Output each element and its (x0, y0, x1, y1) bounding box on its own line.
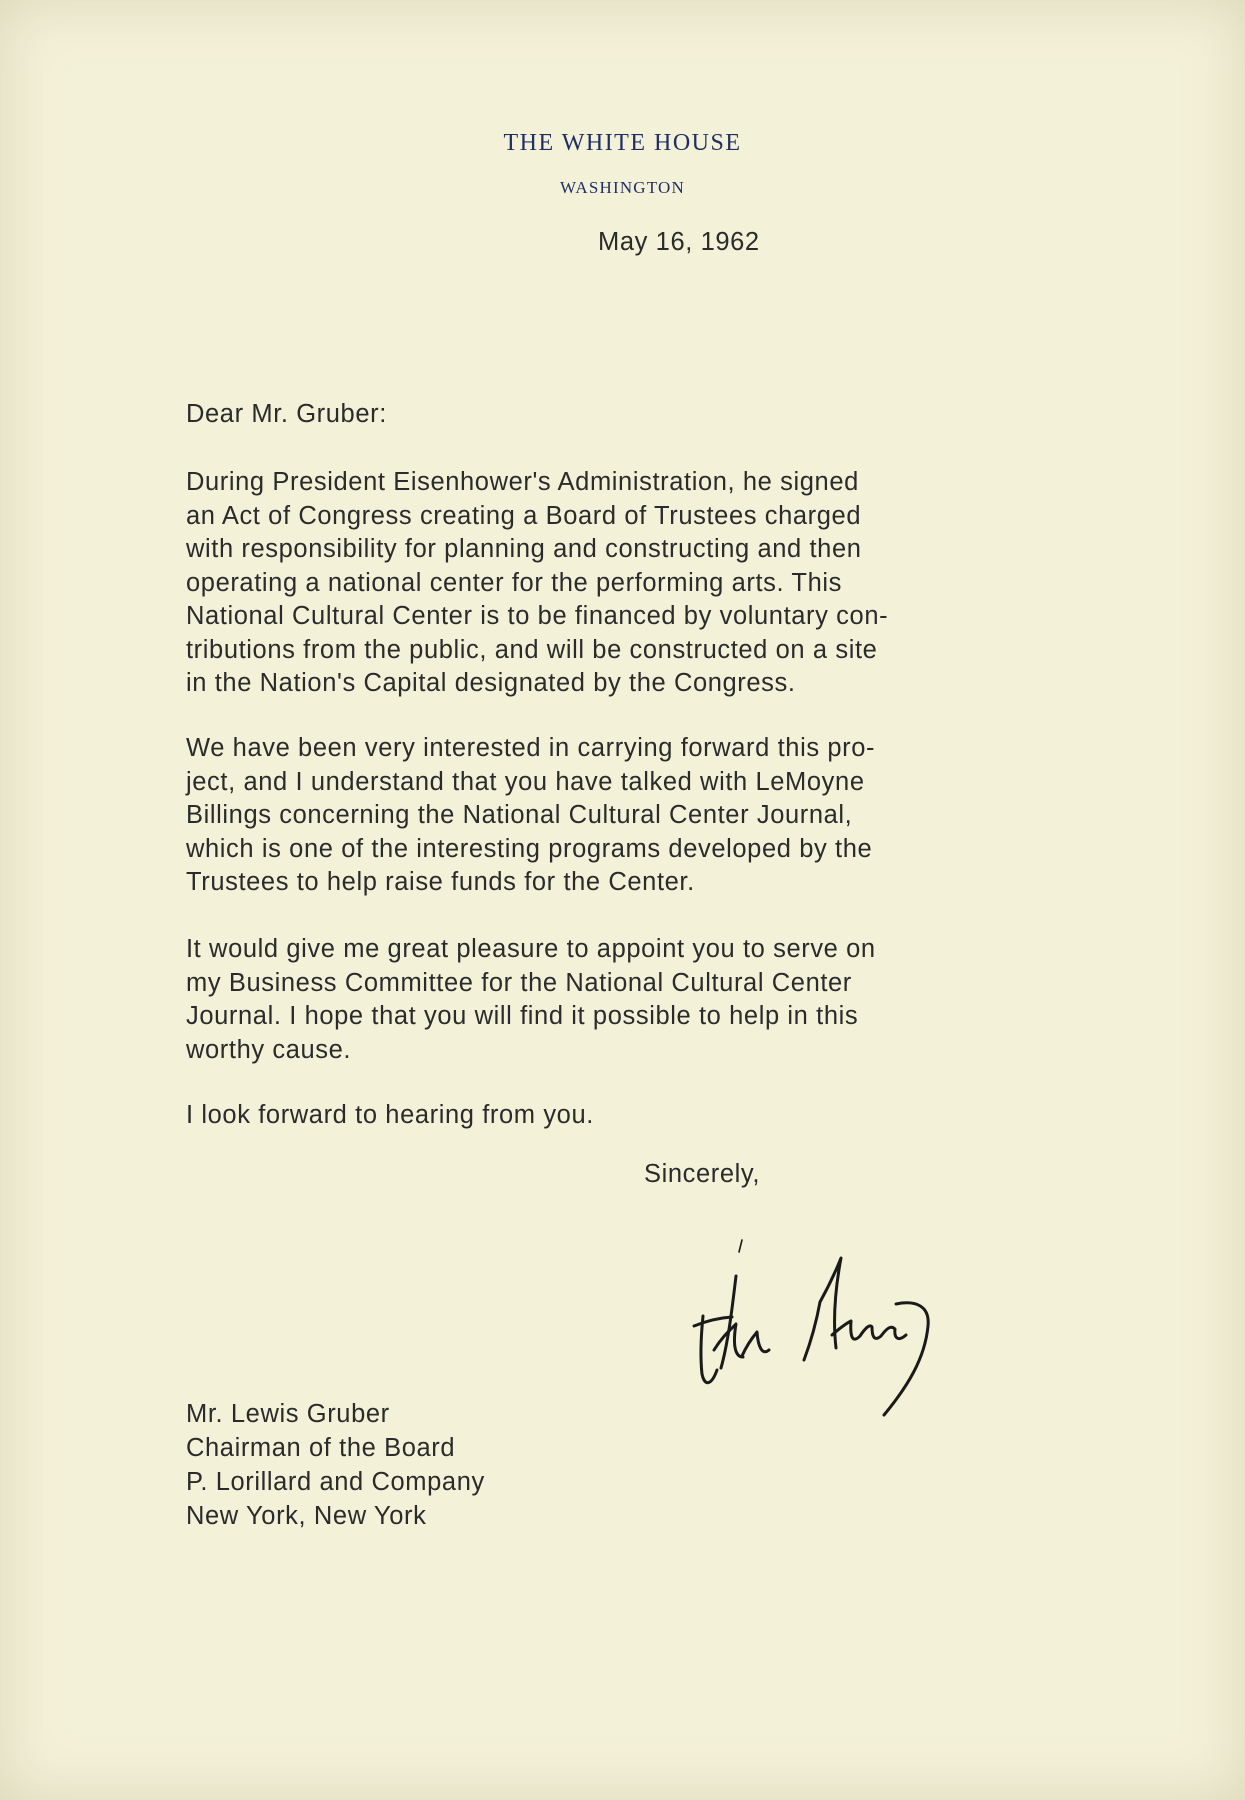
body-line: tributions from the public, and will be constructed on a site (186, 635, 878, 664)
address-line: Mr. Lewis Gruber (186, 1400, 390, 1428)
address-line: Chairman of the Board (186, 1434, 456, 1462)
body-line: I look forward to hearing from you. (186, 1101, 594, 1129)
body-line: my Business Committee for the National Cultural Center (186, 968, 852, 997)
body-line: ject, and I understand that you have talked with LeMoyne (186, 767, 865, 796)
body-line: We have been very interested in carrying forward this pro- (186, 734, 876, 762)
body-line: which is one of the interesting programs developed by the (186, 834, 873, 863)
body-line: Trustees to help raise funds for the Center. (186, 868, 695, 896)
body-line: operating a national center for the performing arts. This (186, 568, 842, 597)
paragraph-1 (186, 466, 1086, 701)
paragraph-2 (186, 732, 1086, 900)
letter-date: May 16, 1962 (598, 228, 760, 256)
address-line: P. Lorillard and Company (186, 1468, 485, 1496)
handwritten-signature (670, 1218, 970, 1418)
body-line: It would give me great pleasure to appoint you to serve on (186, 935, 876, 963)
body-line: Journal. I hope that you will find it possible to help in this (186, 1002, 859, 1030)
body-line: worthy cause. (186, 1035, 352, 1064)
letterhead-location: WASHINGTON (559, 178, 685, 197)
closing: Sincerely, (644, 1160, 761, 1188)
address-line: New York, New York (186, 1502, 427, 1530)
body-line: Billings concerning the National Cultural Center Journal, (186, 801, 853, 829)
body-line: National Cultural Center is to be financed by voluntary con- (186, 602, 889, 630)
body-line: with responsibility for planning and constructing and then (186, 535, 862, 563)
body-line: During President Eisenhower's Administration, he signed (186, 468, 859, 496)
body-line: an Act of Congress creating a Board of Trustees charged (186, 501, 862, 530)
paragraph-3 (186, 933, 1086, 1067)
letterhead-title: THE WHITE HOUSE (503, 130, 742, 156)
paragraph-4 (186, 1099, 1086, 1133)
salutation: Dear Mr. Gruber: (186, 400, 387, 428)
recipient-address (186, 1397, 485, 1533)
body-line: in the Nation's Capital designated by the Congress. (186, 669, 796, 697)
